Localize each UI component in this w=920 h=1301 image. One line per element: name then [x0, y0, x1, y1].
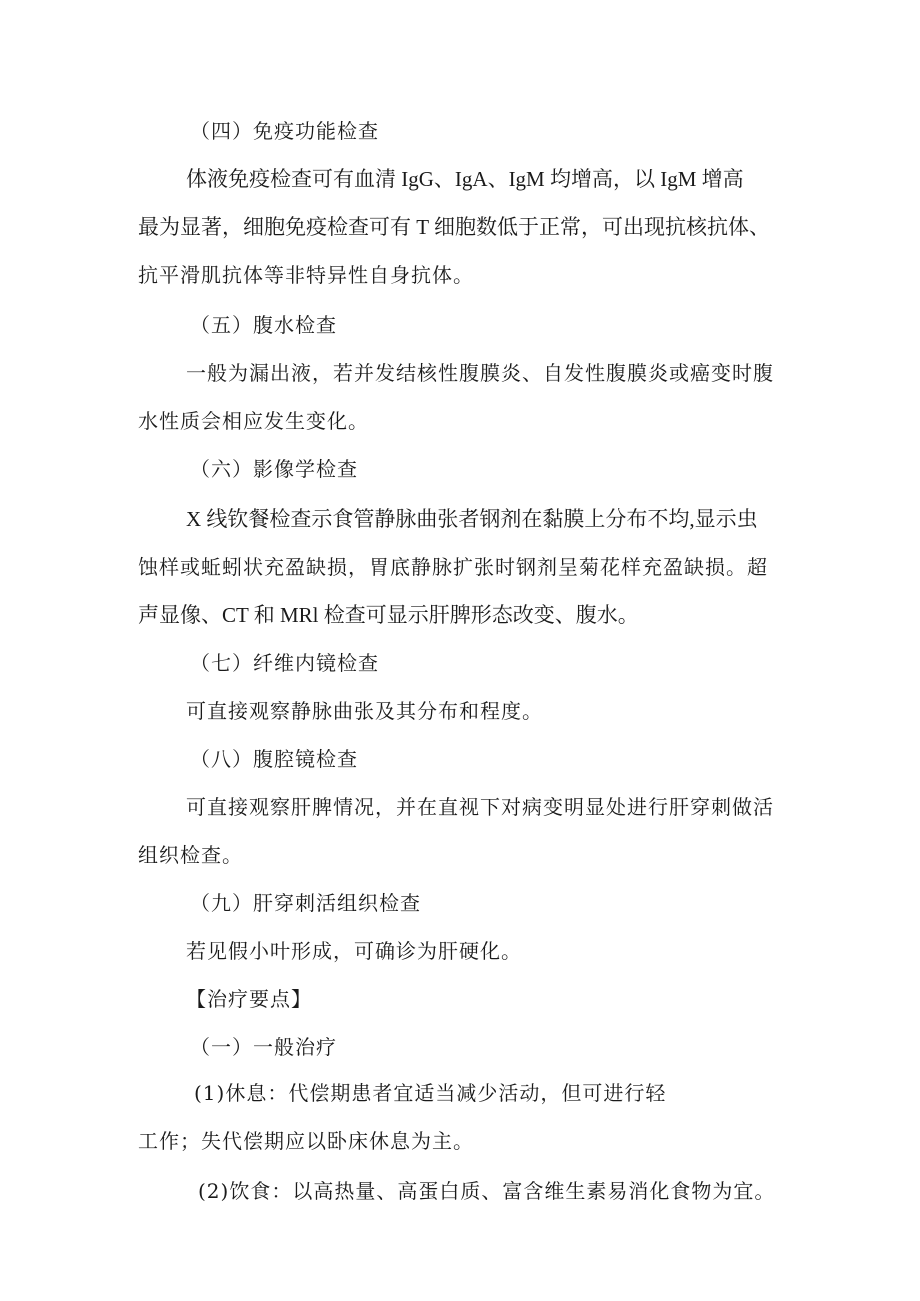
- section-heading-biopsy: （九）肝穿刺活组织检查: [190, 891, 421, 915]
- section-heading-laparoscopy: （八）腹腔镜检查: [190, 747, 358, 771]
- paragraph-line: 抗平滑肌抗体等非特异性自身抗体。: [138, 263, 474, 287]
- section-heading-treatment: 【治疗要点】: [186, 987, 312, 1011]
- paragraph-line: 若见假小叶形成，可确诊为肝硬化。: [186, 939, 522, 963]
- paragraph-line: 可直接观察静脉曲张及其分布和程度。: [186, 699, 543, 723]
- section-heading-endoscopy: （七）纤维内镜检查: [190, 651, 379, 675]
- section-heading-immune: （四）免疫功能检查: [190, 119, 379, 143]
- paragraph-line: 组织检查。: [138, 843, 243, 867]
- paragraph-line: 水性质会相应发生变化。: [138, 409, 369, 433]
- paragraph-line: (2)饮食：以高热量、高蛋白质、富含维生素易消化食物为宜。: [198, 1179, 776, 1203]
- paragraph-line: 最为显著，细胞免疫检查可有 T 细胞数低于正常，可出现抗核抗体、: [138, 215, 770, 239]
- paragraph-line: 声显像、CT 和 MRl 检查可显示肝脾形态改变、腹水。: [138, 603, 639, 627]
- paragraph-line: 体液免疫检查可有血清 IgG、IgA、IgM 均增高，以 IgM 增高: [186, 167, 744, 191]
- section-heading-imaging: （六）影像学检查: [190, 457, 358, 481]
- paragraph-line: 一般为漏出液，若并发结核性腹膜炎、自发性腹膜炎或癌变时腹: [186, 361, 774, 385]
- paragraph-line: 可直接观察肝脾情况，并在直视下对病变明显处进行肝穿刺做活: [186, 795, 774, 819]
- paragraph-line: (1)休息：代偿期患者宜适当减少活动，但可进行轻: [194, 1081, 667, 1105]
- paragraph-line: X 线钦餐检查示食管静脉曲张者钢剂在黏膜上分布不均,显示虫: [186, 507, 758, 531]
- paragraph-line: 蚀样或蚯蚓状充盈缺损，胃底静脉扩张时钢剂呈菊花样充盈缺损。超: [138, 555, 768, 579]
- section-heading-ascites: （五）腹水检查: [190, 313, 337, 337]
- paragraph-line: 工作；失代偿期应以卧床休息为主。: [138, 1129, 474, 1153]
- section-heading-general-treatment: （一）一般治疗: [190, 1035, 337, 1059]
